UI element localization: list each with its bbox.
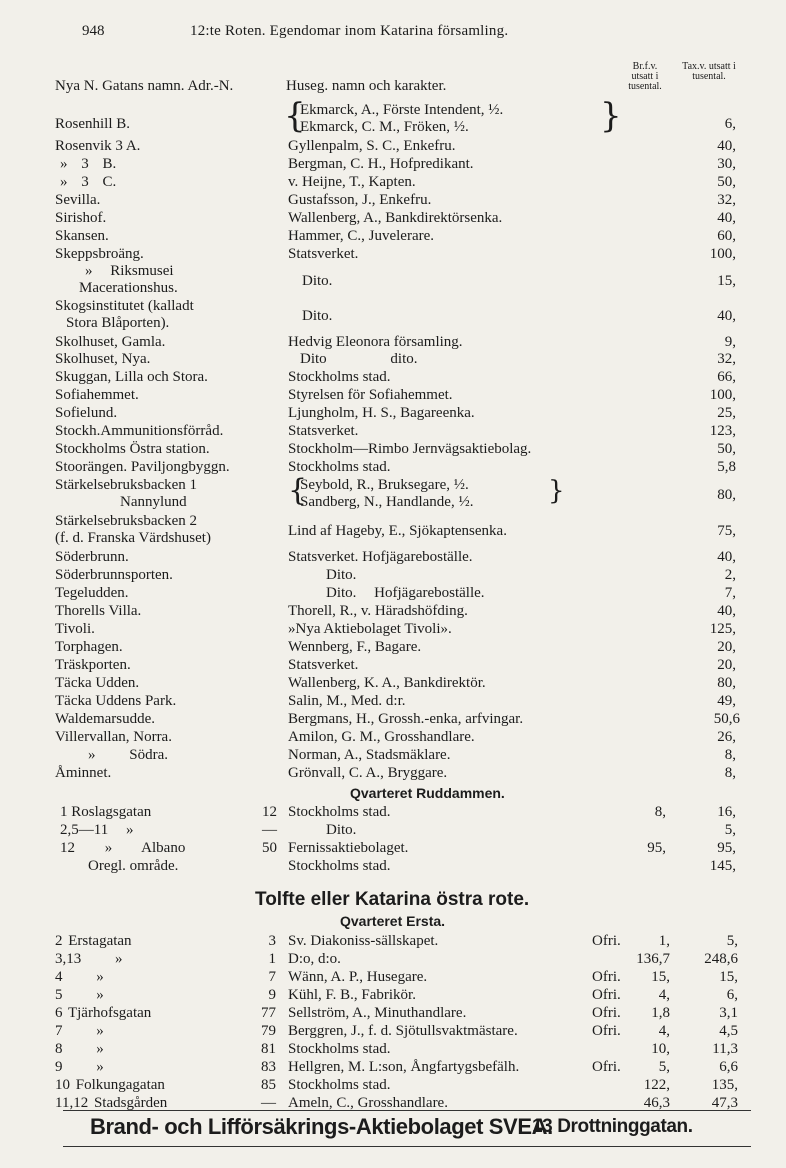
- value-tax: 3,1: [719, 1005, 738, 1021]
- table-row: [0, 803, 786, 821]
- property-address: Villervallan, Norra.: [55, 729, 172, 745]
- brace-left: {: [284, 96, 306, 136]
- table-row: [0, 821, 786, 839]
- value-tax: 66,: [717, 369, 736, 385]
- property-address: Nannylund: [120, 494, 187, 510]
- list-item: [0, 440, 786, 458]
- value-tax: 8,: [724, 765, 736, 781]
- property-address: » 3 C.: [60, 174, 117, 190]
- exemption-mark: Ofri.: [592, 1005, 621, 1021]
- value-tax: 40,: [717, 549, 736, 565]
- list-item: [0, 118, 786, 136]
- street-address: 7 »: [55, 1023, 104, 1039]
- list-item: [0, 746, 786, 764]
- list-item: [0, 656, 786, 674]
- property-address: Thorells Villa.: [55, 603, 142, 619]
- list-item: [0, 493, 786, 511]
- value-tax: 50,: [717, 441, 736, 457]
- owner-name: Stockholm—Rimbo Jernvägsaktiebolag.: [288, 441, 532, 457]
- value-tax: 7,: [724, 585, 736, 601]
- house-number: 81: [261, 1041, 276, 1057]
- value-tax: 40,: [717, 210, 736, 226]
- property-address: Täcka Uddens Park.: [55, 693, 177, 709]
- owner-name: D:o, d:o.: [288, 951, 341, 967]
- table-row: [0, 986, 786, 1004]
- street-address: 5 »: [55, 987, 104, 1003]
- owner-name: Ljungholm, H. S., Bagareenka.: [288, 405, 475, 421]
- owner-name: v. Heijne, T., Kapten.: [288, 174, 416, 190]
- property-address: Sirishof.: [55, 210, 107, 226]
- table-row: [0, 857, 786, 875]
- value-fire: 15,: [651, 969, 670, 985]
- owner-name: Dito.: [302, 273, 333, 289]
- value-tax: 8,: [724, 747, 736, 763]
- tax-value-column-header: Tax.v. utsatt i tusental.: [682, 61, 736, 82]
- street-address: 3,13 »: [55, 951, 123, 967]
- house-number: 7: [268, 969, 276, 985]
- value-fire: 1,: [658, 933, 670, 949]
- value-fire: 8,: [654, 804, 666, 820]
- list-item: [0, 227, 786, 245]
- owner-name: Sv. Diakoniss-sällskapet.: [288, 933, 439, 949]
- property-address: Stoorängen. Paviljongbyggn.: [55, 459, 230, 475]
- exemption-mark: Ofri.: [592, 1023, 621, 1039]
- house-number: 79: [261, 1023, 276, 1039]
- value-fire: 136,7: [636, 951, 670, 967]
- house-number: 50: [262, 840, 277, 856]
- house-number: —: [262, 822, 277, 838]
- value-fire: 5,: [658, 1059, 670, 1075]
- value-tax: 32,: [717, 351, 736, 367]
- street-address: 1 Roslagsgatan: [60, 804, 152, 820]
- house-number: 9: [268, 987, 276, 1003]
- property-address: Tivoli.: [55, 621, 95, 637]
- property-address: Skogsinstitutet (kalladt: [55, 298, 194, 314]
- property-address: Sevilla.: [55, 192, 101, 208]
- owner-name: Dito.: [326, 822, 357, 838]
- table-row: [0, 1058, 786, 1076]
- value-tax: 40,: [717, 603, 736, 619]
- list-item: [0, 333, 786, 351]
- house-number: 85: [261, 1077, 276, 1093]
- list-item: [0, 314, 786, 332]
- list-item: [0, 674, 786, 692]
- owner-name: Dito. Hofjägareboställe.: [326, 585, 485, 601]
- owner-name: Gustafsson, J., Enkefru.: [288, 192, 432, 208]
- brace-right: }: [548, 476, 565, 506]
- brace-left: {: [288, 473, 308, 508]
- owner-name: Norman, A., Stadsmäklare.: [288, 747, 451, 763]
- value-tax: 135,: [711, 1077, 738, 1093]
- block-heading-ersta: Qvarteret Ersta.: [340, 913, 446, 929]
- list-item: [0, 101, 786, 119]
- street-address: 10 Folkungagatan: [55, 1077, 165, 1093]
- value-tax: 20,: [717, 657, 736, 673]
- house-number: 12: [262, 804, 277, 820]
- value-fire: 4,: [658, 987, 670, 1003]
- street-address: Oregl. område.: [88, 858, 179, 874]
- property-address: Sofiahemmet.: [55, 387, 139, 403]
- table-row: [0, 1022, 786, 1040]
- property-address: Stockh.Ammunitionsförråd.: [55, 423, 224, 439]
- owner-name: Stockholms stad.: [288, 369, 391, 385]
- value-tax: 32,: [717, 192, 736, 208]
- value-tax: 6,: [726, 987, 738, 1003]
- property-address: Skansen.: [55, 228, 109, 244]
- list-item: [0, 620, 786, 638]
- property-address: Söderbrunn.: [55, 549, 129, 565]
- list-item: [0, 602, 786, 620]
- owner-name: Statsverket.: [288, 423, 359, 439]
- table-row: [0, 932, 786, 950]
- street-address: 4 »: [55, 969, 104, 985]
- property-address: Stärkelsebruksbacken 1: [55, 477, 198, 493]
- owner-name: Wallenberg, A., Bankdirektörsenka.: [288, 210, 503, 226]
- table-row: [0, 1040, 786, 1058]
- owner-name: Wennberg, F., Bagare.: [288, 639, 422, 655]
- list-item: [0, 404, 786, 422]
- list-item: [0, 209, 786, 227]
- owner-name: Hammer, C., Juvelerare.: [288, 228, 435, 244]
- house-number: 3: [268, 933, 276, 949]
- list-item: [0, 137, 786, 155]
- value-tax: 80,: [717, 675, 736, 691]
- owner-name: Wallenberg, K. A., Bankdirektör.: [288, 675, 486, 691]
- owner-name: Hedvig Eleonora församling.: [288, 334, 463, 350]
- value-tax: 75,: [717, 523, 736, 539]
- property-address: (f. d. Franska Värdshuset): [55, 530, 211, 546]
- property-address: Sofielund.: [55, 405, 118, 421]
- list-item: [0, 529, 786, 547]
- value-tax: 11,3: [712, 1041, 738, 1057]
- street-address: 11,12 Stadsgården: [55, 1095, 168, 1111]
- property-address: Torphagen.: [55, 639, 123, 655]
- property-address: Täcka Udden.: [55, 675, 140, 691]
- page-title: 12:te Roten. Egendomar inom Katarina församling.: [190, 23, 509, 39]
- street-address: 8 »: [55, 1041, 104, 1057]
- value-tax: 47,3: [711, 1095, 738, 1111]
- owner-name: Stockholms stad.: [288, 459, 391, 475]
- value-tax: 80,: [717, 487, 736, 503]
- list-item: [0, 566, 786, 584]
- property-address: Träskporten.: [55, 657, 131, 673]
- value-tax: 50,: [717, 174, 736, 190]
- property-address: » 3 B.: [60, 156, 117, 172]
- house-number: 83: [261, 1059, 276, 1075]
- page-number: 948: [82, 23, 105, 39]
- value-tax: 95,: [717, 840, 736, 856]
- value-tax: 145,: [709, 858, 736, 874]
- owner-name: Grönvall, C. A., Bryggare.: [288, 765, 448, 781]
- street-address: 9 »: [55, 1059, 104, 1075]
- value-tax: 9,: [724, 334, 736, 350]
- property-address: Skolhuset, Nya.: [55, 351, 151, 367]
- owner-name: Salin, M., Med. d:r.: [288, 693, 406, 709]
- value-tax: 123,: [709, 423, 736, 439]
- divider-bottom: [63, 1146, 751, 1147]
- owner-name: Statsverket.: [288, 657, 359, 673]
- owner-name: Styrelsen för Sofiahemmet.: [288, 387, 453, 403]
- street-address: 12 » Albano: [60, 840, 186, 856]
- value-fire: 4,: [658, 1023, 670, 1039]
- property-address: Macerationshus.: [79, 280, 178, 296]
- street-address: 6 Tjärhofsgatan: [55, 1005, 152, 1021]
- value-fire: 122,: [643, 1077, 670, 1093]
- exemption-mark: Ofri.: [592, 969, 621, 985]
- value-tax: 20,: [717, 639, 736, 655]
- value-tax: 30,: [717, 156, 736, 172]
- list-item: [0, 692, 786, 710]
- table-row: [0, 1076, 786, 1094]
- value-tax: 6,6: [719, 1059, 738, 1075]
- value-tax: 5,: [724, 822, 736, 838]
- owner-name: Kühl, F. B., Fabrikör.: [288, 987, 416, 1003]
- house-number: 1: [268, 951, 276, 967]
- property-address: Stora Blåporten).: [66, 315, 170, 331]
- owner-column-header: Huseg. namn och karakter.: [286, 78, 447, 94]
- value-tax: 100,: [709, 387, 736, 403]
- list-item: [0, 458, 786, 476]
- value-tax: 2,: [724, 567, 736, 583]
- property-address: Skeppsbroäng.: [55, 246, 144, 262]
- list-item: [0, 386, 786, 404]
- list-item: [0, 584, 786, 602]
- value-tax: 60,: [717, 228, 736, 244]
- section-title: Tolfte eller Katarina östra rote.: [255, 889, 530, 910]
- property-address: » Riksmusei: [85, 263, 174, 279]
- value-tax: 100,: [709, 246, 736, 262]
- owner-name: Amilon, G. M., Grosshandlare.: [288, 729, 475, 745]
- divider-top: [63, 1110, 751, 1111]
- list-item: [0, 710, 786, 728]
- property-address: Rosenhill B.: [55, 116, 131, 132]
- owner-name: Dito dito.: [300, 351, 418, 367]
- list-item: [0, 245, 786, 263]
- owner-name: Statsverket. Hofjägareboställe.: [288, 549, 473, 565]
- owner-name: Stockholms stad.: [288, 858, 391, 874]
- list-item: [0, 368, 786, 386]
- property-address: Skuggan, Lilla och Stora.: [55, 369, 208, 385]
- list-item: [0, 155, 786, 173]
- exemption-mark: Ofri.: [592, 1059, 621, 1075]
- value-fire: 46,3: [643, 1095, 670, 1111]
- value-tax: 5,: [726, 933, 738, 949]
- list-item: [0, 422, 786, 440]
- owner-name: Sellström, A., Minuthandlare.: [288, 1005, 467, 1021]
- owner-name: Thorell, R., v. Häradshöfding.: [288, 603, 468, 619]
- owner-name: Lind af Hageby, E., Sjökaptensenka.: [288, 523, 507, 539]
- list-item: [0, 191, 786, 209]
- house-number: 77: [261, 1005, 276, 1021]
- exemption-mark: Ofri.: [592, 987, 621, 1003]
- property-address: Skolhuset, Gamla.: [55, 334, 166, 350]
- advertisement-right: 13 Drottninggatan.: [532, 1116, 693, 1137]
- property-address: Rosenvik 3 A.: [55, 138, 141, 154]
- value-tax: 16,: [717, 804, 736, 820]
- list-item: [0, 173, 786, 191]
- owner-name: Bergmans, H., Grossh.-enka, arfvingar.: [288, 711, 524, 727]
- value-tax: 40,: [717, 138, 736, 154]
- value-tax: 15,: [717, 273, 736, 289]
- property-address: Stärkelsebruksbacken 2: [55, 513, 198, 529]
- value-tax: 40,: [717, 308, 736, 324]
- list-item: [0, 279, 786, 297]
- table-row: [0, 968, 786, 986]
- property-address: Stockholms Östra station.: [55, 441, 210, 457]
- fire-value-column-header: Br.f.v. utsatt i tusental.: [628, 61, 662, 92]
- table-row: [0, 839, 786, 857]
- owner-name: Stockholms stad.: [288, 804, 391, 820]
- list-item: [0, 548, 786, 566]
- value-tax: 5,8: [717, 459, 736, 475]
- list-item: [0, 638, 786, 656]
- owner-name: Stockholms stad.: [288, 1077, 391, 1093]
- owner-name: Bergman, C. H., Hofpredikant.: [288, 156, 474, 172]
- street-address: 2,5—11 »: [60, 822, 134, 838]
- exemption-mark: Ofri.: [592, 933, 621, 949]
- property-address: Tegeludden.: [55, 585, 129, 601]
- brace-right: }: [600, 96, 622, 136]
- owner-name: Berggren, J., f. d. Sjötullsvaktmästare.: [288, 1023, 518, 1039]
- list-item: [0, 350, 786, 368]
- street-address: 2 Erstagatan: [55, 933, 132, 949]
- value-tax: 26,: [717, 729, 736, 745]
- property-address: Åminnet.: [55, 765, 112, 781]
- advertisement-left: Brand- och Lifförsäkrings-Aktiebolaget SVEA.: [90, 1114, 553, 1139]
- owner-name: Hellgren, M. L:son, Ångfartygsbefälh.: [288, 1059, 520, 1075]
- owner-name: Seybold, R., Bruksegare, ½.: [300, 477, 469, 493]
- owner-name: Sandberg, N., Handlande, ½.: [300, 494, 474, 510]
- property-address: Söderbrunnsporten.: [55, 567, 173, 583]
- value-tax: 248,6: [704, 951, 738, 967]
- property-address: Waldemarsudde.: [55, 711, 156, 727]
- owner-name: Statsverket.: [288, 246, 359, 262]
- value-fire: 1,8: [651, 1005, 670, 1021]
- owner-name: Wänn, A. P., Husegare.: [288, 969, 428, 985]
- table-row: [0, 1004, 786, 1022]
- value-tax: 6,: [724, 116, 736, 132]
- block-heading-ruddammen: Qvarteret Ruddammen.: [350, 785, 505, 801]
- owner-name: Stockholms stad.: [288, 1041, 391, 1057]
- list-item: [0, 764, 786, 782]
- value-tax: 125,: [709, 621, 736, 637]
- value-tax: 4,5: [719, 1023, 738, 1039]
- value-tax: 15,: [719, 969, 738, 985]
- value-fire: 95,: [647, 840, 666, 856]
- list-item: [0, 728, 786, 746]
- value-fire: 10,: [651, 1041, 670, 1057]
- owner-name: Dito.: [302, 308, 333, 324]
- property-address: » Södra.: [88, 747, 168, 763]
- table-row: [0, 950, 786, 968]
- owner-name: »Nya Aktiebolaget Tivoli».: [288, 621, 452, 637]
- value-tax: 50,6: [713, 711, 740, 727]
- house-number: —: [261, 1095, 276, 1111]
- address-column-header: Nya N. Gatans namn. Adr.-N.: [55, 78, 234, 94]
- owner-name: Ameln, C., Grosshandlare.: [288, 1095, 448, 1111]
- owner-name: Ekmarck, C. M., Fröken, ½.: [300, 119, 469, 135]
- value-tax: 25,: [717, 405, 736, 421]
- owner-name: Gyllenpalm, S. C., Enkefru.: [288, 138, 456, 154]
- owner-name: Dito.: [326, 567, 357, 583]
- owner-name: Fernissaktiebolaget.: [288, 840, 409, 856]
- value-tax: 49,: [717, 693, 736, 709]
- owner-name: Ekmarck, A., Förste Intendent, ½.: [300, 102, 504, 118]
